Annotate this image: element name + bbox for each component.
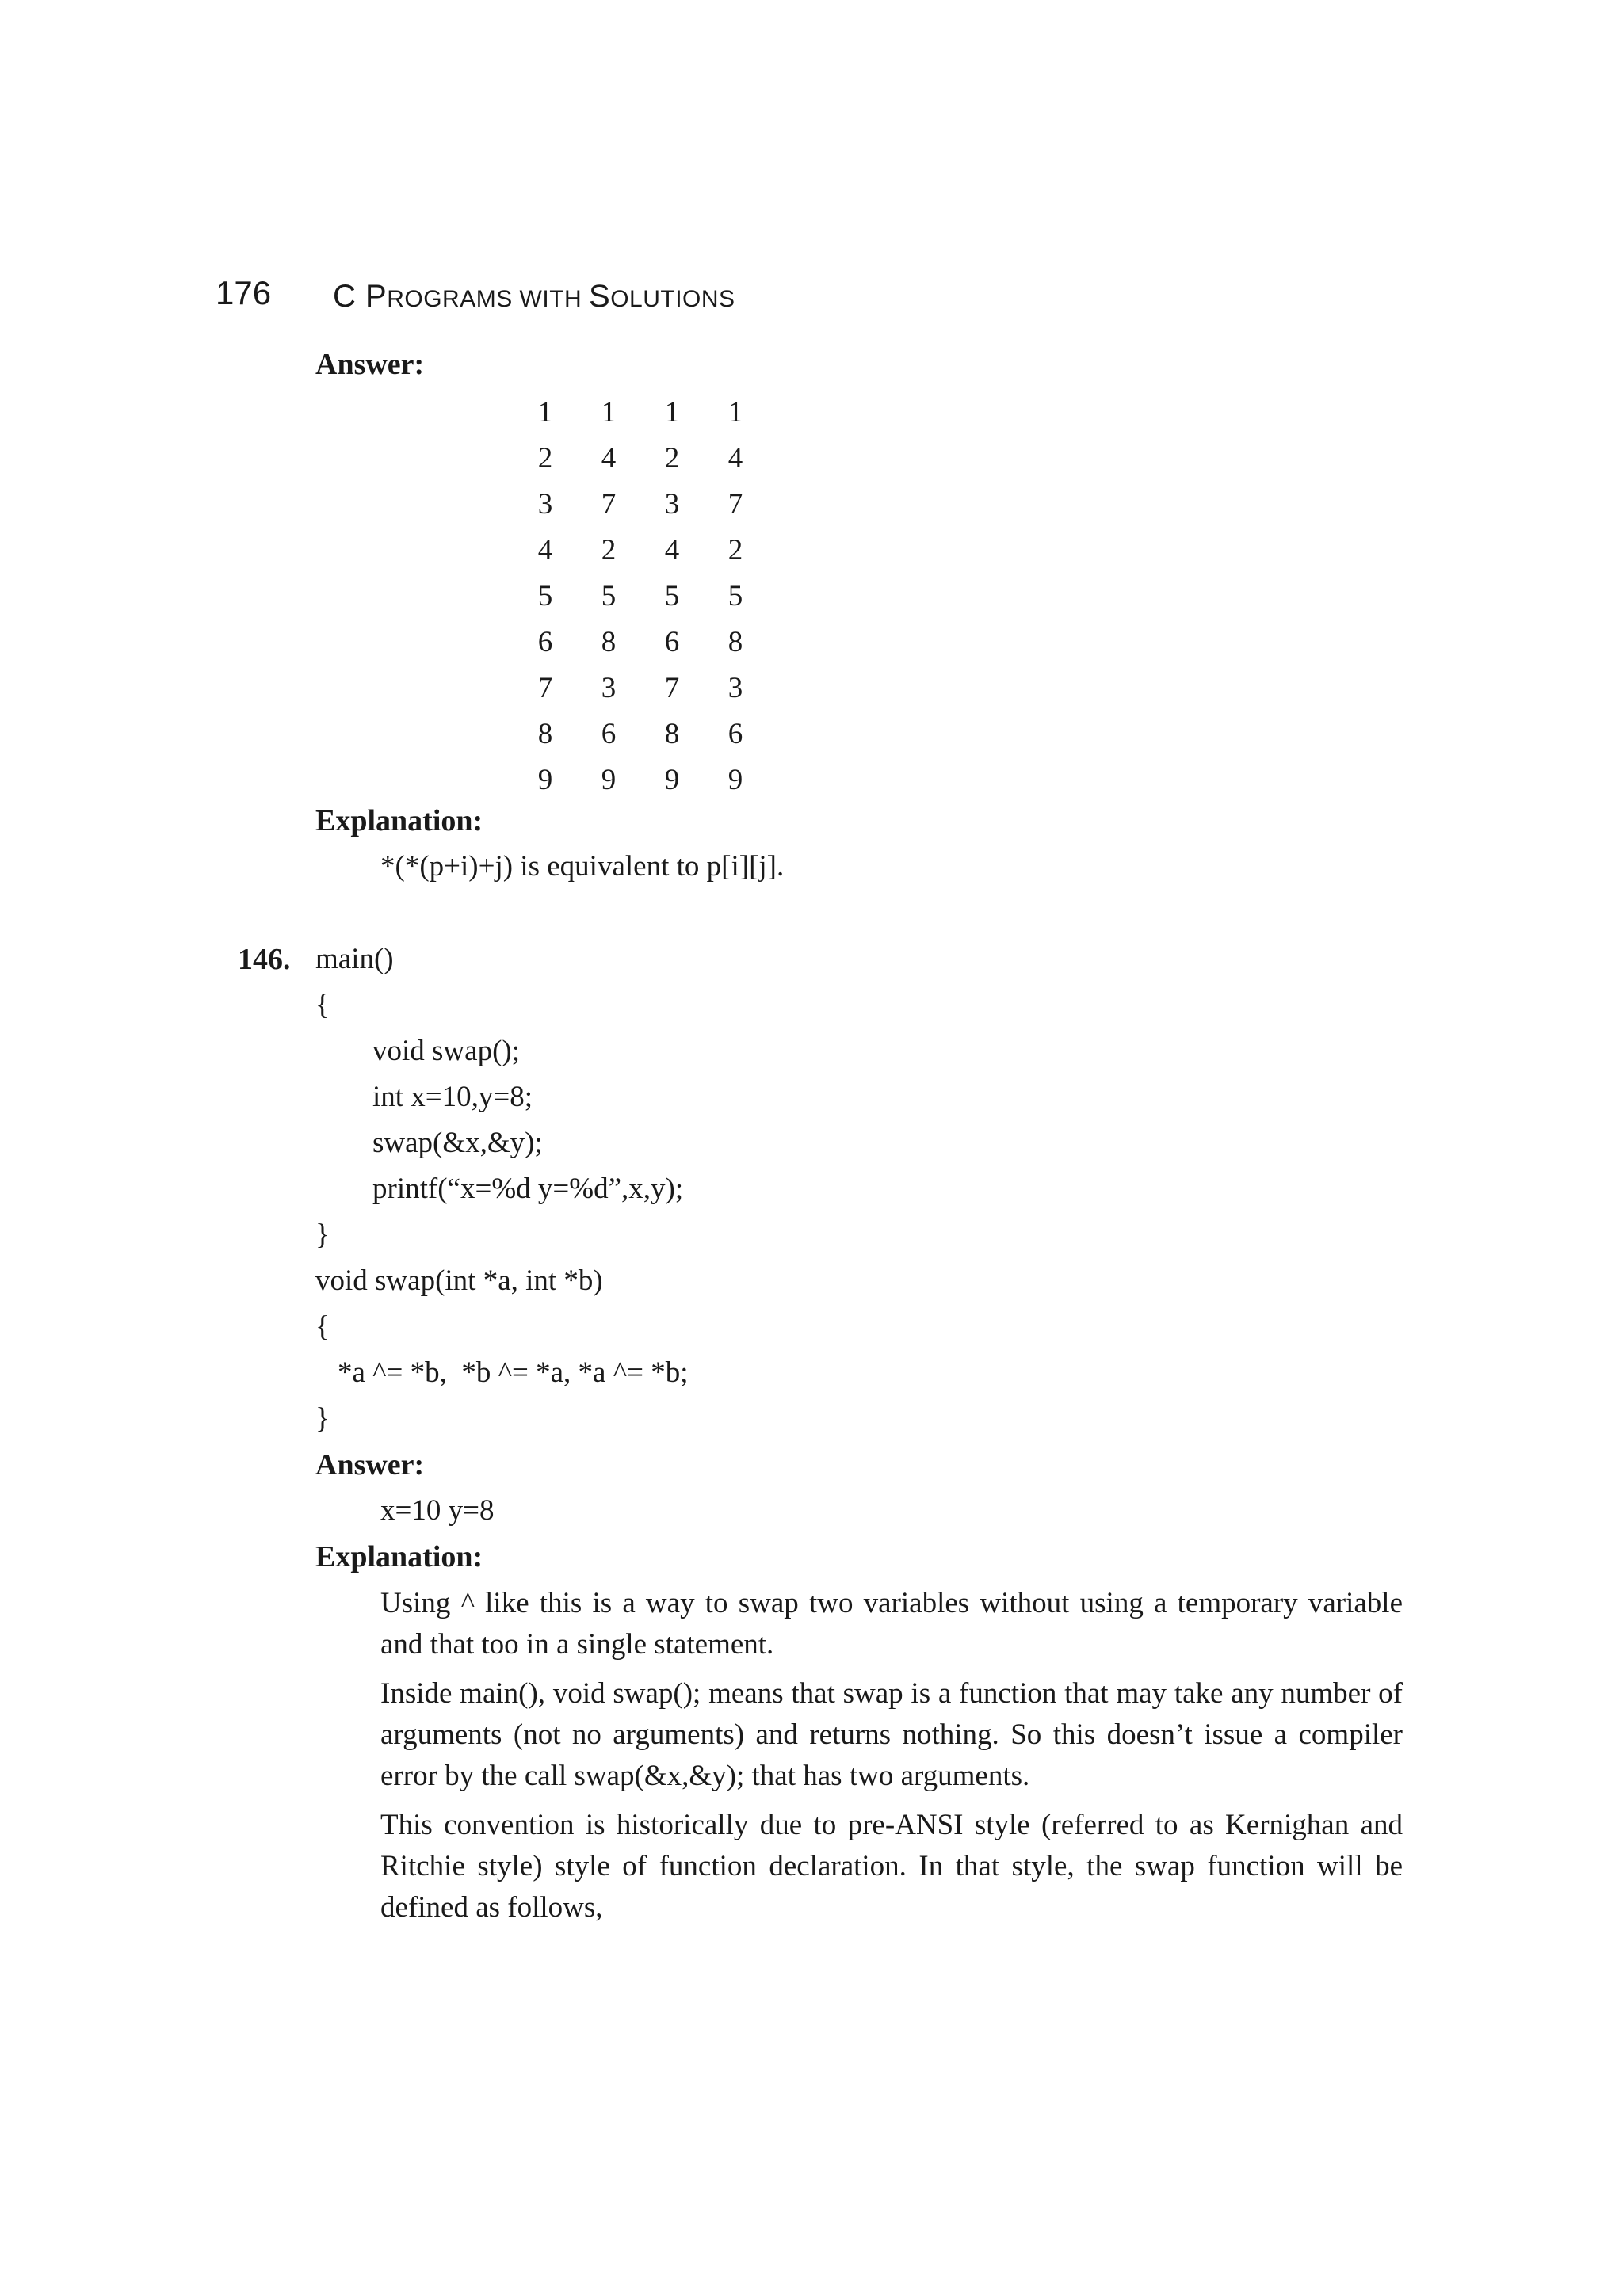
grid-cell: 3 <box>727 671 743 704</box>
running-title-part: C P <box>333 279 388 314</box>
running-title-part: ROGRAMS <box>387 286 513 312</box>
explanation-paragraph: Using ^ like this is a way to swap two variables without using a temporary variable and that too in a single statement. <box>380 1587 1403 1661</box>
running-title-part: S <box>589 279 611 314</box>
grid-cell: 9 <box>727 763 743 796</box>
explanation-text: *(*(p+i)+j) is equivalent to p[i][j]. <box>380 850 785 883</box>
grid-cell: 2 <box>727 533 743 566</box>
grid-row <box>514 665 767 711</box>
grid-cell: 8 <box>537 717 553 750</box>
code-line: main() <box>315 943 394 975</box>
grid-row <box>514 573 767 619</box>
grid-cell: 9 <box>537 763 553 796</box>
answer-text: x=10 y=8 <box>380 1494 495 1527</box>
running-title <box>333 277 735 319</box>
grid-cell: 5 <box>664 579 680 612</box>
code-line: { <box>315 989 330 1021</box>
grid-cell: 2 <box>537 441 553 475</box>
grid-cell: 2 <box>601 533 617 566</box>
explanation-heading: Explanation: <box>315 804 483 837</box>
grid-cell: 3 <box>601 671 617 704</box>
explanation-paragraph: Inside main(), void swap(); means that swap is a function that may take any number of arguments (not no arguments) and returns nothing. So this doesn’t issue a compiler error by the call swap(&x,&y); that has two arguments. <box>380 1677 1403 1792</box>
grid-cell: 9 <box>664 763 680 796</box>
grid-cell: 7 <box>664 671 680 704</box>
grid-cell: 6 <box>727 717 743 750</box>
grid-cell: 8 <box>601 625 617 658</box>
code-line: } <box>315 1402 330 1435</box>
running-title-part: OLUTIONS <box>610 286 735 312</box>
code-line: void swap(int *a, int *b) <box>315 1264 603 1297</box>
grid-cell: 8 <box>664 717 680 750</box>
grid-cell: 9 <box>601 763 617 796</box>
grid-cell: 1 <box>601 395 617 429</box>
code-line: void swap(); <box>372 1035 520 1067</box>
grid-cell: 4 <box>537 533 553 566</box>
grid-cell: 3 <box>537 487 553 521</box>
grid-cell: 7 <box>601 487 617 521</box>
grid-row <box>514 389 767 435</box>
grid-cell: 3 <box>664 487 680 521</box>
grid-cell: 4 <box>727 441 743 475</box>
code-line: int x=10,y=8; <box>372 1081 533 1113</box>
grid-row <box>514 619 767 665</box>
grid-row <box>514 481 767 527</box>
grid-cell: 7 <box>537 671 553 704</box>
grid-cell: 5 <box>727 579 743 612</box>
grid-cell: 5 <box>537 579 553 612</box>
grid-cell: 4 <box>601 441 617 475</box>
code-line: printf(“x=%d y=%d”,x,y); <box>372 1173 684 1205</box>
code-line: swap(&x,&y); <box>372 1127 543 1159</box>
grid-cell: 1 <box>727 395 743 429</box>
code-line: } <box>315 1219 330 1251</box>
grid-cell: 1 <box>537 395 553 429</box>
grid-cell: 6 <box>537 625 553 658</box>
running-title-part: WITH <box>512 286 590 312</box>
answer-heading: Answer: <box>315 348 425 381</box>
code-line: *a ^= *b, *b ^= *a, *a ^= *b; <box>338 1356 689 1389</box>
grid-row <box>514 527 767 573</box>
grid-row <box>514 757 767 803</box>
question-number: 146. <box>238 943 291 976</box>
grid-cell: 6 <box>664 625 680 658</box>
code-line: { <box>315 1310 330 1343</box>
grid-cell: 6 <box>601 717 617 750</box>
grid-cell: 7 <box>727 487 743 521</box>
grid-row <box>514 435 767 481</box>
answer-heading: Answer: <box>315 1448 425 1482</box>
grid-cell: 1 <box>664 395 680 429</box>
answer-grid <box>514 389 767 803</box>
page-number: 176 <box>216 274 272 311</box>
explanation-paragraph: This convention is historically due to pre-ANSI style (referred to as Kernighan and Ritchie style) style of function declaration. In that style, the swap function will be defined as follows, <box>380 1809 1403 1924</box>
grid-cell: 2 <box>664 441 680 475</box>
grid-row <box>514 711 767 757</box>
explanation-heading: Explanation: <box>315 1540 483 1573</box>
grid-cell: 4 <box>664 533 680 566</box>
grid-cell: 8 <box>727 625 743 658</box>
grid-cell: 5 <box>601 579 617 612</box>
